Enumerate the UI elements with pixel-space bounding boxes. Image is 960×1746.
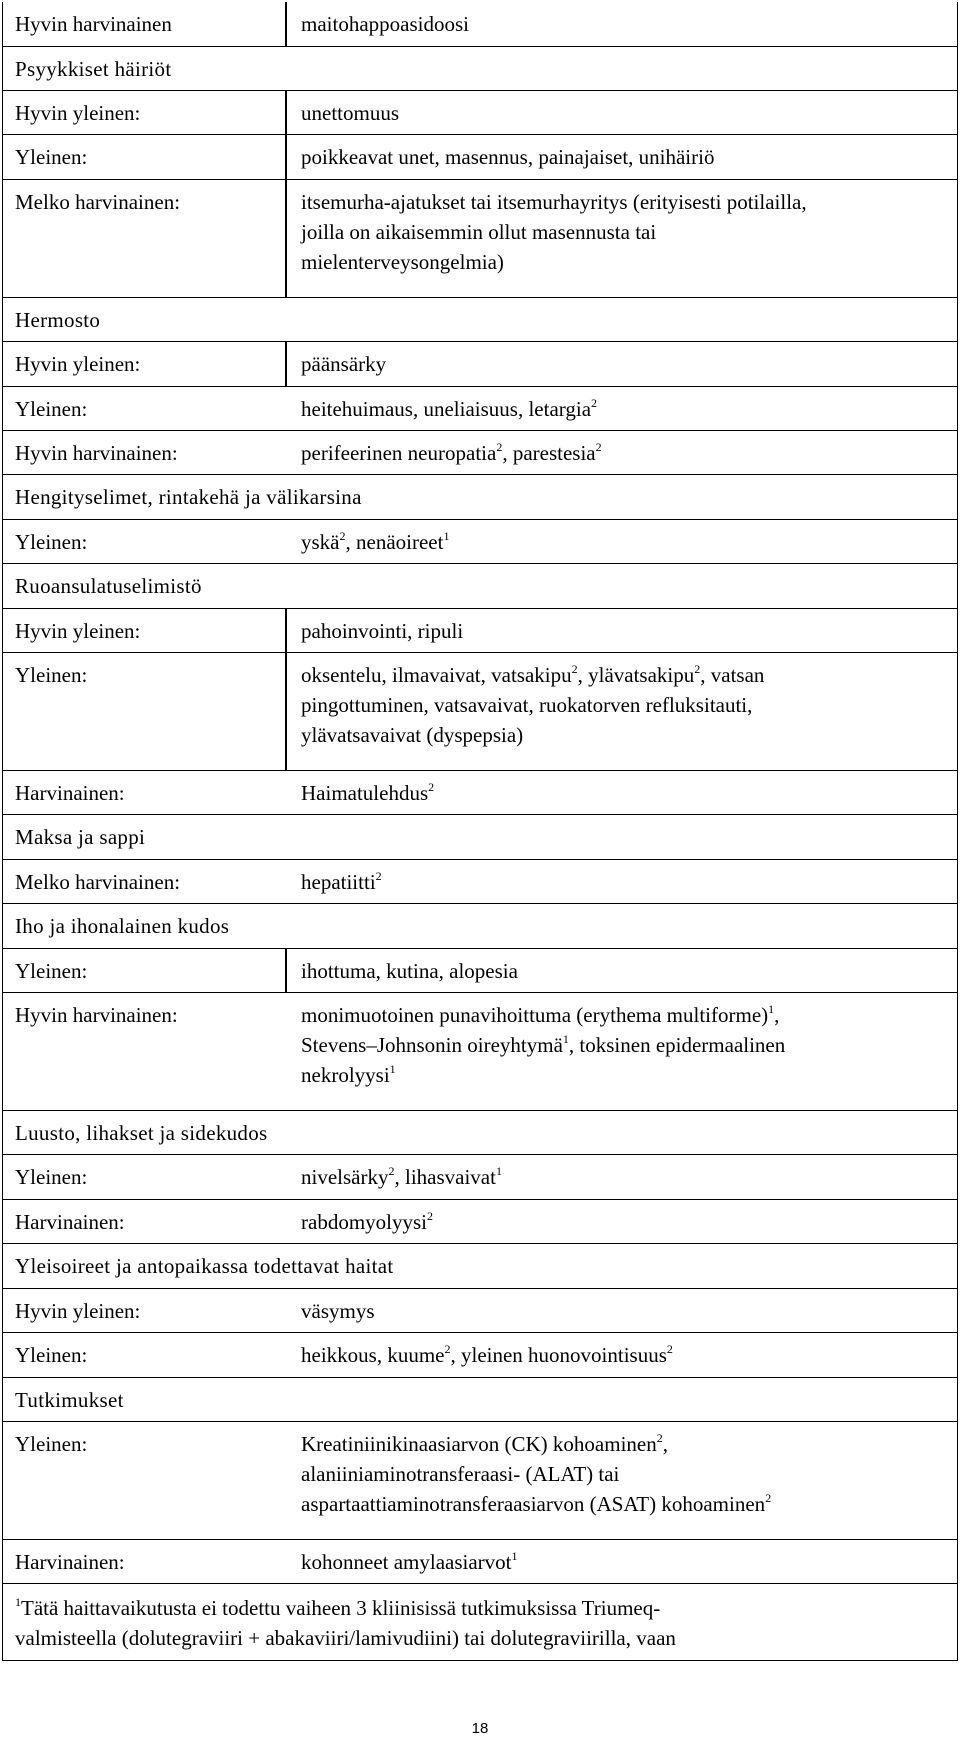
reaction-text	[301, 1029, 785, 1062]
reaction-text	[301, 719, 523, 752]
reaction-text	[301, 348, 386, 381]
text-fragment: joilla on aikaisemmin ollut masennusta tai	[301, 220, 657, 244]
adverse-reactions-table	[2, 2, 958, 1661]
table-row	[3, 653, 957, 771]
frequency-label: Hyvin harvinainen	[15, 12, 172, 36]
table-row	[3, 1155, 957, 1200]
table-row	[3, 1540, 957, 1584]
frequency-label: Yleinen:	[15, 530, 88, 554]
reaction-text	[301, 1295, 375, 1328]
text-fragment: hepatiitti	[301, 870, 376, 894]
frequency-label: Melko harvinainen:	[15, 190, 181, 214]
category-header: Maksa ja sappi	[15, 825, 146, 849]
text-fragment: , lihasvaivat	[394, 1165, 496, 1189]
footnote-marker: 2	[444, 1342, 451, 1356]
table-row	[3, 949, 957, 993]
footnote-marker: 2	[388, 1164, 395, 1178]
reaction-text	[301, 1458, 619, 1491]
category-header: Yleisoireet ja antopaikassa todettavat haitat	[15, 1254, 394, 1278]
text-fragment: , ylävatsakipu	[577, 663, 695, 687]
category-header-row	[3, 47, 957, 91]
category-header: Psyykkiset häiriöt	[15, 57, 172, 81]
table-row	[3, 91, 957, 135]
table-row	[3, 342, 957, 387]
reaction-text	[301, 526, 449, 559]
table-row	[3, 860, 957, 904]
text-fragment: perifeerinen neuropatia	[301, 441, 497, 465]
reaction-text	[301, 393, 597, 426]
category-header: Hengityselimet, rintakehä ja välikarsina	[15, 485, 362, 509]
reaction-text	[301, 141, 714, 174]
table-row	[3, 135, 957, 180]
text-fragment: oksentelu, ilmavaivat, vatsakipu	[301, 663, 572, 687]
frequency-label: Harvinainen:	[15, 1210, 125, 1234]
text-fragment: heitehuimaus, uneliaisuus, letargia	[301, 397, 592, 421]
frequency-label: Harvinainen:	[15, 1550, 125, 1574]
cell-divider	[285, 653, 287, 771]
category-header: Iho ja ihonalainen kudos	[15, 914, 230, 938]
footnote-marker: 2	[496, 440, 503, 454]
cell-divider	[285, 949, 287, 993]
table-row	[3, 520, 957, 564]
footnote-marker: 2	[571, 662, 578, 676]
table-row	[3, 1422, 957, 1540]
footnote-marker: 1	[768, 1002, 775, 1016]
text-fragment: valmisteella (dolutegraviiri + abakaviiri/lamivudiini) tai dolutegraviirilla, vaan	[15, 1626, 676, 1650]
cell-divider	[285, 180, 287, 298]
text-fragment: pingottuminen, vatsavaivat, ruokatorven refluksitauti,	[301, 693, 753, 717]
frequency-label: Yleinen:	[15, 959, 88, 983]
reaction-text	[301, 615, 463, 648]
category-header: Ruoansulatuselimistö	[15, 574, 202, 598]
footnote-line	[15, 1592, 660, 1625]
frequency-label: Hyvin yleinen:	[15, 619, 141, 643]
table-row	[3, 1289, 957, 1333]
cell-divider	[285, 342, 287, 387]
reaction-text	[301, 1339, 673, 1372]
text-fragment: poikkeavat unet, masennus, painajaiset, unihäiriö	[301, 145, 715, 169]
cell-divider	[285, 91, 287, 135]
reaction-text	[301, 659, 764, 692]
category-header-row	[3, 1244, 957, 1289]
category-header: Tutkimukset	[15, 1388, 124, 1412]
frequency-label: Melko harvinainen:	[15, 870, 181, 894]
footnote-marker: 2	[375, 869, 382, 883]
reaction-text	[301, 1488, 771, 1521]
footnote-marker: 2	[427, 1209, 433, 1223]
footnote-marker: 2	[666, 1342, 673, 1356]
reaction-text	[301, 1546, 518, 1579]
cell-divider	[285, 2, 287, 47]
footnote-marker: 1	[495, 1164, 502, 1178]
text-fragment: yskä	[301, 530, 340, 554]
footnote-marker: 2	[591, 396, 598, 410]
reaction-text	[301, 1428, 668, 1461]
reaction-text	[301, 1059, 396, 1092]
reaction-text	[301, 1206, 433, 1239]
text-fragment: monimuotoinen punavihoittuma (erythema multiforme)	[301, 1003, 769, 1027]
text-fragment: väsymys	[301, 1299, 375, 1323]
footnote-marker: 1	[443, 529, 450, 543]
category-header-row	[3, 564, 957, 609]
category-header-row	[3, 904, 957, 949]
frequency-label: Yleinen:	[15, 145, 88, 169]
frequency-label: Yleinen:	[15, 397, 88, 421]
cell-divider	[285, 609, 287, 653]
text-fragment: Stevens–Johnsonin oireyhtymä	[301, 1033, 563, 1057]
table-row	[3, 609, 957, 653]
footnote-marker: 2	[428, 780, 435, 794]
frequency-label: Yleinen:	[15, 1343, 88, 1367]
frequency-label: Yleinen:	[15, 663, 88, 687]
footnote-marker: 2	[765, 1491, 772, 1505]
cell-divider	[285, 135, 287, 180]
reaction-text	[301, 866, 382, 899]
table-row	[3, 180, 957, 298]
frequency-label: Hyvin yleinen:	[15, 1299, 141, 1323]
text-fragment: rabdomyolyysi	[301, 1210, 427, 1234]
footnote-marker: 1	[562, 1032, 569, 1046]
page-number: 18	[471, 1720, 489, 1737]
footnote-marker: 1	[389, 1062, 396, 1076]
text-fragment: , toksinen epidermaalinen	[568, 1033, 786, 1057]
category-header: Hermosto	[15, 308, 101, 332]
reaction-text	[301, 246, 504, 279]
category-header-row	[3, 1111, 957, 1155]
footnote-line	[15, 1622, 676, 1655]
text-fragment: nekrolyysi	[301, 1063, 390, 1087]
table-row	[3, 1333, 957, 1378]
frequency-label: Hyvin yleinen:	[15, 352, 141, 376]
text-fragment: ,	[774, 1003, 780, 1027]
text-fragment: itsemurha-ajatukset tai itsemurhayritys (erityisesti potilailla,	[301, 190, 807, 214]
reaction-text	[301, 777, 434, 810]
category-header-row	[3, 298, 957, 342]
footnote-marker: 2	[595, 440, 602, 454]
text-fragment: alaniiniaminotransferaasi- (ALAT) tai	[301, 1462, 620, 1486]
text-fragment: kohonneet amylaasiarvot	[301, 1550, 512, 1574]
frequency-label: Yleinen:	[15, 1165, 88, 1189]
footnote-marker: 1	[15, 1595, 21, 1609]
reaction-text	[301, 8, 469, 41]
reaction-text	[301, 955, 518, 988]
footnote-marker: 1	[511, 1549, 518, 1563]
frequency-label: Yleinen:	[15, 1432, 88, 1456]
frequency-label: Hyvin harvinainen:	[15, 441, 178, 465]
text-fragment: aspartaattiaminotransferaasiarvon (ASAT) kohoaminen	[301, 1492, 766, 1516]
text-fragment: nivelsärky	[301, 1165, 389, 1189]
footnote-marker: 2	[694, 662, 701, 676]
footnote-marker: 2	[339, 529, 346, 543]
reaction-text	[301, 689, 752, 722]
text-fragment: heikkous, kuume	[301, 1343, 445, 1367]
reaction-text	[301, 999, 779, 1032]
text-fragment: ihottuma, kutina, alopesia	[301, 959, 518, 983]
category-header-row	[3, 1378, 957, 1422]
reaction-text	[301, 1161, 502, 1194]
table-row	[3, 431, 957, 475]
reaction-text	[301, 437, 602, 470]
table-row	[3, 771, 957, 815]
category-header: Luusto, lihakset ja sidekudos	[15, 1121, 268, 1145]
text-fragment: , parestesia	[502, 441, 596, 465]
frequency-label: Hyvin harvinainen:	[15, 1003, 178, 1027]
table-row	[3, 387, 957, 431]
table-row	[3, 993, 957, 1111]
footnote-marker: 2	[656, 1431, 663, 1445]
reaction-text	[301, 216, 656, 249]
category-header-row	[3, 475, 957, 520]
table-row	[3, 2, 957, 47]
text-fragment: ,	[662, 1432, 668, 1456]
text-fragment: unettomuus	[301, 101, 399, 125]
category-header-row	[3, 815, 957, 860]
text-fragment: , vatsan	[700, 663, 765, 687]
text-fragment: Tätä haittavaikutusta ei todettu vaiheen 3 kliinisissä tutkimuksissa Triumeq-	[21, 1596, 661, 1620]
reaction-text	[301, 97, 399, 130]
text-fragment: maitohappoasidoosi	[301, 12, 469, 36]
text-fragment: Kreatiniinikinaasiarvon (CK) kohoaminen	[301, 1432, 657, 1456]
text-fragment: ylävatsavaivat (dyspepsia)	[301, 723, 524, 747]
text-fragment: , nenäoireet	[345, 530, 444, 554]
frequency-label: Hyvin yleinen:	[15, 101, 141, 125]
text-fragment: päänsärky	[301, 352, 387, 376]
text-fragment: Haimatulehdus	[301, 781, 429, 805]
text-fragment: pahoinvointi, ripuli	[301, 619, 464, 643]
table-row	[3, 1200, 957, 1244]
text-fragment: mielenterveysongelmia)	[301, 250, 504, 274]
text-fragment: , yleinen huonovointisuus	[450, 1343, 667, 1367]
frequency-label: Harvinainen:	[15, 781, 125, 805]
reaction-text	[301, 186, 807, 219]
